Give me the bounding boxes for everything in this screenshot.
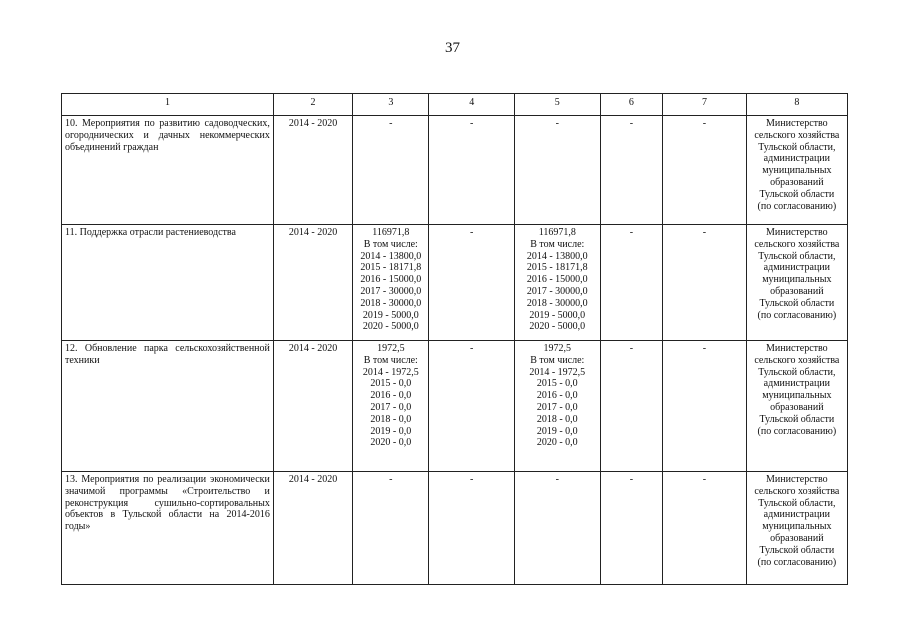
cell-line: В том числе:	[530, 354, 585, 366]
column-header: 6	[600, 94, 663, 116]
table-row	[62, 472, 848, 585]
cell-line: 116971,8	[538, 227, 576, 238]
cell-line: сельского хозяйства	[754, 485, 840, 497]
cell-line: сельского хозяйства	[754, 238, 840, 250]
column-header: 4	[429, 94, 515, 116]
cell-line: 2015 - 0,0	[536, 378, 578, 390]
cell-line: 2016 - 0,0	[370, 390, 412, 402]
column-header: 5	[514, 94, 600, 116]
cell-line: администрации	[763, 509, 831, 521]
cell-line: -	[555, 474, 559, 485]
cell-line: муниципальных	[762, 390, 832, 402]
cell-line: (по согласованию)	[757, 556, 837, 568]
cell-line: Тульской области,	[758, 250, 836, 262]
cell-line: 116971,8	[372, 227, 410, 238]
funding-other-cell: -	[663, 225, 747, 341]
cell-line: 2015 - 18171,8	[526, 262, 588, 274]
cell-line: Тульской области,	[758, 497, 836, 509]
cell-line: 1972,5	[377, 343, 405, 354]
funding-other-cell: -	[663, 116, 747, 225]
cell-line: 2017 - 30000,0	[526, 285, 588, 297]
cell-line: 2019 - 0,0	[536, 425, 578, 437]
cell-line: 2018 - 30000,0	[526, 297, 588, 309]
funding-regional-cell	[514, 225, 600, 341]
cell-line: 2014 - 1972,5	[362, 366, 419, 378]
funding-other-cell: -	[663, 472, 747, 585]
column-header: 8	[746, 94, 847, 116]
program-table	[61, 93, 848, 585]
cell-line: 2015 - 0,0	[370, 378, 412, 390]
period-cell: 2014 - 2020	[273, 116, 352, 225]
cell-line: Министерство	[766, 227, 828, 238]
cell-line: 2016 - 0,0	[536, 390, 578, 402]
cell-line: Министерство	[766, 118, 828, 129]
cell-line: 2017 - 0,0	[370, 401, 412, 413]
cell-line: 2019 - 5000,0	[362, 309, 419, 321]
cell-line: образований	[770, 401, 824, 413]
funding-federal-cell: -	[429, 225, 515, 341]
cell-line: образований	[770, 176, 824, 188]
activity-cell: 10. Мероприятия по развитию садоводческих, огороднических и дачных некоммерческих объединений граждан	[62, 116, 274, 225]
column-header: 1	[62, 94, 274, 116]
funding-municipal-cell: -	[600, 225, 663, 341]
responsible-cell	[746, 116, 847, 225]
cell-line: Тульской области	[759, 413, 835, 425]
cell-line: Министерство	[766, 343, 828, 354]
period-cell: 2014 - 2020	[273, 225, 352, 341]
cell-line: В том числе:	[363, 238, 418, 250]
cell-line: администрации	[763, 378, 831, 390]
table-row	[62, 116, 848, 225]
cell-line: 2014 - 13800,0	[360, 250, 422, 262]
page-number: 37	[445, 40, 460, 56]
cell-line: муниципальных	[762, 521, 832, 533]
cell-line: (по согласованию)	[757, 200, 837, 212]
cell-line: Тульской области	[759, 544, 835, 556]
header-row	[62, 94, 848, 116]
cell-line: Тульской области	[759, 297, 835, 309]
cell-line: Министерство	[766, 474, 828, 485]
funding-total-cell	[353, 472, 429, 585]
cell-line: Тульской области,	[758, 366, 836, 378]
cell-line: (по согласованию)	[757, 425, 837, 437]
funding-total-cell	[353, 341, 429, 472]
cell-line: В том числе:	[363, 354, 418, 366]
column-header: 2	[273, 94, 352, 116]
funding-regional-cell	[514, 116, 600, 225]
cell-line: Тульской области,	[758, 141, 836, 153]
cell-line: администрации	[763, 153, 831, 165]
responsible-cell	[746, 225, 847, 341]
cell-line: -	[555, 118, 559, 129]
cell-line: 2019 - 5000,0	[529, 309, 586, 321]
column-header: 7	[663, 94, 747, 116]
cell-line: 2017 - 30000,0	[360, 285, 422, 297]
funding-total-cell	[353, 225, 429, 341]
cell-line: 2020 - 0,0	[536, 437, 578, 449]
cell-line: муниципальных	[762, 165, 832, 177]
cell-line: -	[389, 474, 393, 485]
funding-regional-cell	[514, 341, 600, 472]
funding-municipal-cell: -	[600, 472, 663, 585]
cell-line: 2019 - 0,0	[370, 425, 412, 437]
cell-line: 2020 - 0,0	[370, 437, 412, 449]
cell-line: 2014 - 13800,0	[526, 250, 588, 262]
cell-line: 1972,5	[543, 343, 572, 354]
funding-federal-cell: -	[429, 341, 515, 472]
cell-line: Тульской области	[759, 188, 835, 200]
cell-line: 2020 - 5000,0	[362, 321, 419, 333]
funding-federal-cell: -	[429, 116, 515, 225]
cell-line: В том числе:	[530, 238, 585, 250]
cell-line: 2014 - 1972,5	[529, 366, 586, 378]
cell-line: 2018 - 30000,0	[360, 297, 422, 309]
column-header: 3	[353, 94, 429, 116]
funding-federal-cell: -	[429, 472, 515, 585]
cell-line: 2017 - 0,0	[536, 401, 578, 413]
funding-total-cell	[353, 116, 429, 225]
funding-other-cell: -	[663, 341, 747, 472]
cell-line: сельского хозяйства	[754, 354, 840, 366]
cell-line: 2018 - 0,0	[370, 413, 412, 425]
cell-line: (по согласованию)	[757, 309, 837, 321]
table-row	[62, 225, 848, 341]
funding-municipal-cell: -	[600, 341, 663, 472]
cell-line: 2015 - 18171,8	[360, 262, 422, 274]
responsible-cell	[746, 341, 847, 472]
cell-line: 2016 - 15000,0	[526, 274, 588, 286]
funding-regional-cell	[514, 472, 600, 585]
cell-line: 2018 - 0,0	[536, 413, 578, 425]
period-cell: 2014 - 2020	[273, 472, 352, 585]
activity-cell: 11. Поддержка отрасли растениеводства	[62, 225, 274, 341]
period-cell: 2014 - 2020	[273, 341, 352, 472]
table-row	[62, 341, 848, 472]
cell-line: сельского хозяйства	[754, 129, 840, 141]
activity-cell: 12. Обновление парка сельскохозяйственной техники	[62, 341, 274, 472]
cell-line: администрации	[763, 262, 831, 274]
cell-line: 2016 - 15000,0	[360, 274, 422, 286]
cell-line: муниципальных	[762, 274, 832, 286]
cell-line: -	[389, 118, 393, 129]
activity-cell: 13. Мероприятия по реализации экономически значимой программы «Строительство и реконструкция сушильно-сортировальных объектов в Тульской области на 2014-2016 годы»	[62, 472, 274, 585]
funding-municipal-cell: -	[600, 116, 663, 225]
cell-line: 2020 - 5000,0	[529, 321, 586, 333]
responsible-cell	[746, 472, 847, 585]
cell-line: образований	[770, 532, 824, 544]
cell-line: образований	[770, 285, 824, 297]
